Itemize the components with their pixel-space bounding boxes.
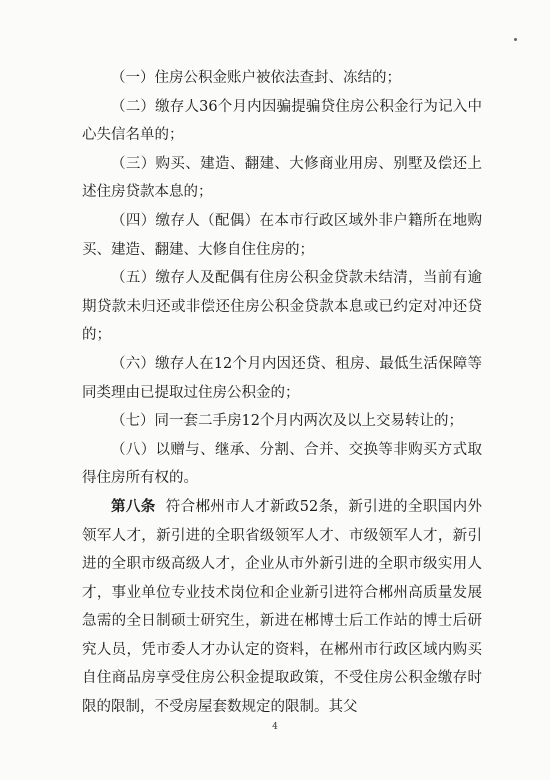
list-item: （二）缴存人36个月内因骗提骗贷住房公积金行为记入中心失信名单的； (82, 98, 482, 144)
scan-speck (514, 38, 517, 41)
article-paragraph (82, 493, 482, 722)
article-heading: 第八条 (111, 497, 156, 515)
list-item: （三）购买、建造、翻建、大修商业用房、别墅及偿还上述住房贷款本息的； (82, 155, 482, 201)
document-body (82, 64, 482, 722)
list-item: （八）以赠与、继承、分割、合并、交换等非购买方式取得住房所有权的。 (82, 441, 482, 487)
list-item: （六）缴存人在12个月内因还贷、租房、最低生活保障等同类理由已提取过住房公积金的； (82, 355, 482, 401)
page-number: 4 (272, 722, 278, 732)
article-text: 符合郴州市人才新政52条，新引进的全职国内外领军人才，新引进的全职省级领军人才、市级领军人才，新引进的全职市级高级人才，企业从市外新引进的全职市级实用人才，事业单位专业技术岗位和企业新引进符合郴州高质量发展急需的全日制硕士研究生，新进在郴博士后工作站的博士后研究人员，凭市委人才办认定的资料，在郴州市行政区域内购买自住商品房享受住房公积金提取政策，不受住房公积金缴存时限的限制，不受房屋套数规定的限制。其父 (82, 498, 483, 716)
list-item: （四）缴存人（配偶）在本市行政区域外非户籍所在地购买、建造、翻建、大修自住住房的； (82, 212, 482, 258)
list-item: （七）同一套二手房12个月内两次及以上交易转让的； (111, 413, 463, 430)
list-item: （一）住房公积金账户被依法查封、冻结的； (111, 70, 401, 86)
list-item: （五）缴存人及配偶有住房公积金贷款未结清，当前有逾期贷款未归还或非偿还住房公积金贷款本息或已约定对冲还贷的； (82, 270, 482, 344)
